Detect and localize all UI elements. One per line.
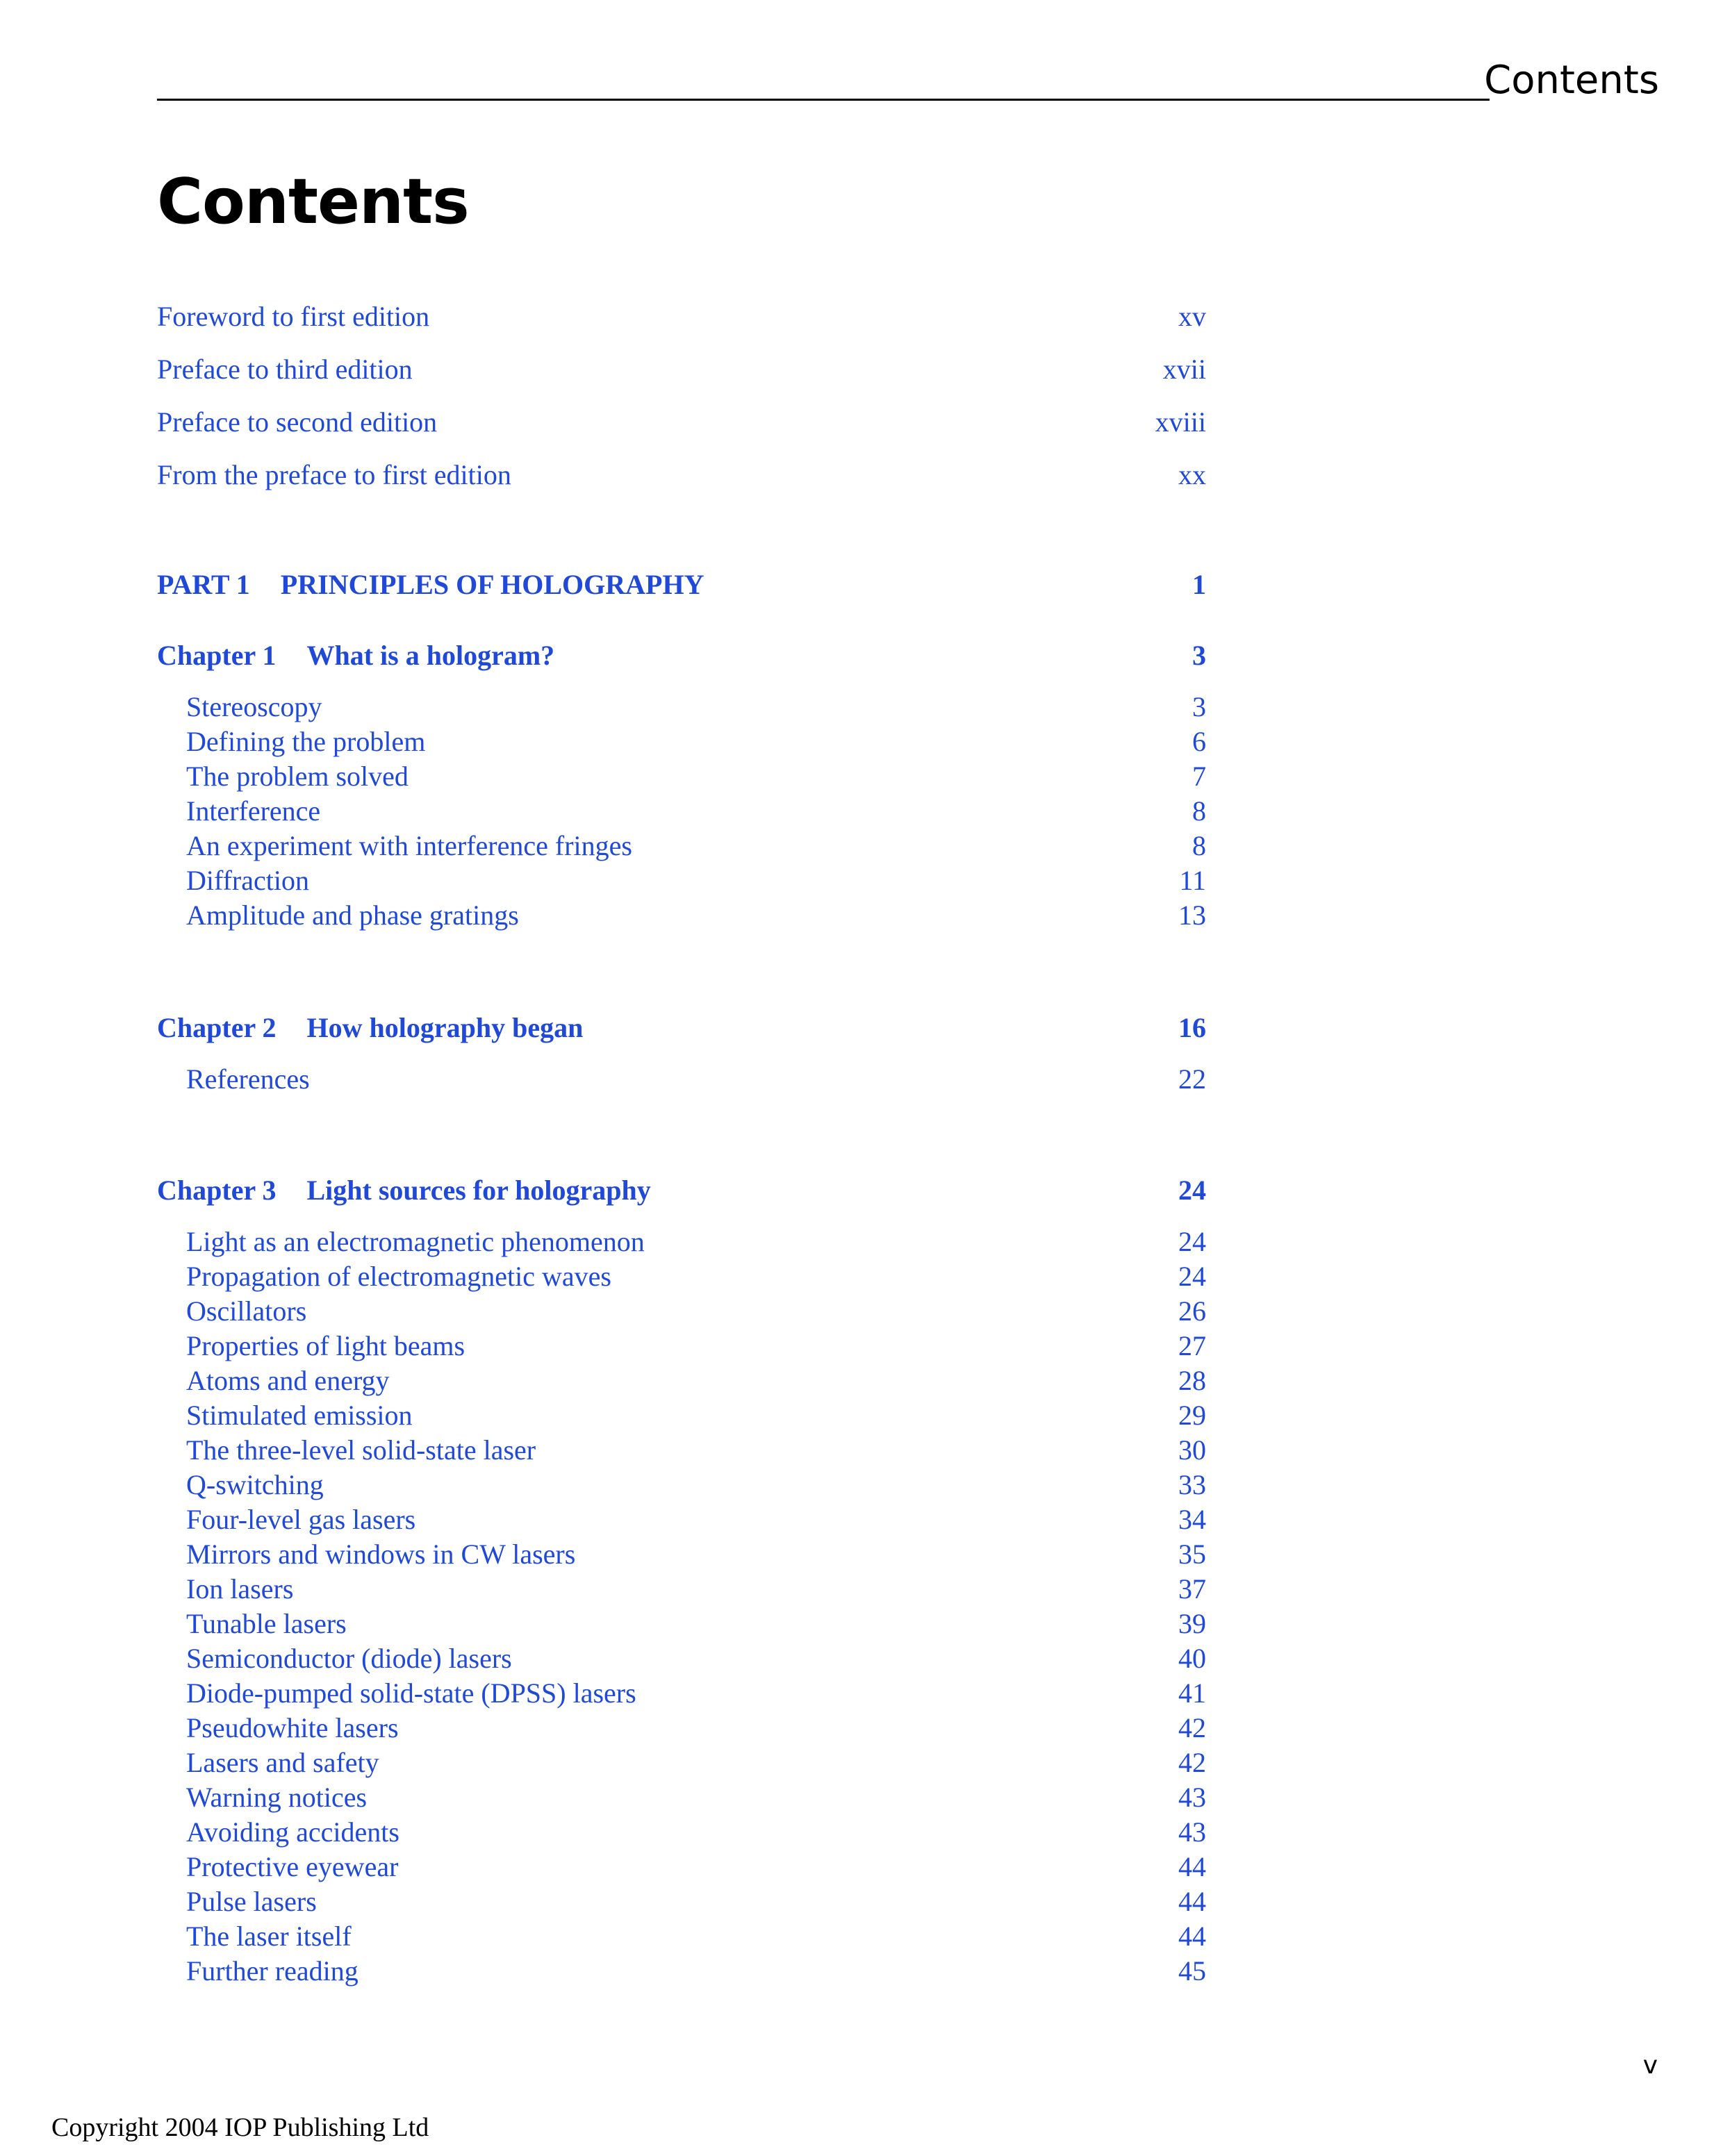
toc-section-page: 13 [1178,899,1206,931]
chapter-page: 16 [1178,1012,1206,1043]
toc-section-title: Ion lasers [186,1573,294,1604]
toc-section-title: Protective eyewear [186,1851,399,1882]
toc-section-page: 37 [1178,1573,1206,1604]
toc-section-page: 8 [1192,830,1206,861]
toc-section-title: Tunable lasers [186,1608,347,1639]
copyright-notice: Copyright 2004 IOP Publishing Ltd [51,2113,429,2142]
chapter-title: What is a hologram? [306,640,555,671]
toc-entry-title: Foreword to first edition [157,301,430,332]
toc-section-page: 22 [1178,1063,1206,1095]
toc-section-title: Further reading [186,1955,358,1987]
toc-section-page: 3 [1192,691,1206,722]
toc-entry-title: Preface to second edition [157,406,438,438]
toc-section-page: 24 [1178,1226,1206,1257]
running-head: Contents [1484,58,1659,103]
toc-section-title: Pulse lasers [186,1886,317,1917]
toc-section-page: 11 [1179,865,1206,896]
toc-section-title: The three-level solid-state laser [186,1434,536,1466]
toc-section-title: References [186,1063,310,1095]
part-label: PART 1 [157,569,250,600]
toc-section-page: 44 [1178,1851,1206,1882]
toc-section-title: An experiment with interference fringes [186,830,632,861]
toc-section-page: 45 [1178,1955,1206,1987]
toc-section-page: 8 [1192,795,1206,827]
toc-section-title: Avoiding accidents [186,1816,399,1848]
toc-section-page: 40 [1178,1643,1206,1674]
toc-entry-title: Preface to third edition [157,354,413,385]
toc-section-title: Four-level gas lasers [186,1504,416,1535]
toc-section-title: The problem solved [186,761,409,792]
toc-section-page: 42 [1178,1747,1206,1778]
chapter-label: Chapter 3 [157,1175,277,1206]
toc-section-page: 44 [1178,1886,1206,1917]
toc-section-page: 44 [1178,1921,1206,1952]
toc-section-page: 39 [1178,1608,1206,1639]
toc-section-title: Stereoscopy [186,691,322,722]
toc-section-page: 6 [1192,726,1206,757]
toc-section-title: Oscillators [186,1295,307,1327]
toc-section-title: The laser itself [186,1921,352,1952]
toc-section-title: Pseudowhite lasers [186,1712,399,1743]
chapter-label: Chapter 2 [157,1012,277,1043]
toc-section-title: Warning notices [186,1782,368,1813]
toc-section-title: Properties of light beams [186,1330,465,1361]
toc-section-title: Mirrors and windows in CW lasers [186,1539,576,1570]
toc-entry-page: xx [1178,459,1206,490]
toc-section-page: 7 [1192,761,1206,792]
toc-section-title: Q-switching [186,1469,324,1500]
part-title: PRINCIPLES OF HOLOGRAPHY [280,569,704,600]
chapter-title: How holography began [306,1012,584,1043]
toc-section-page: 28 [1178,1365,1206,1396]
toc-section-page: 27 [1178,1330,1206,1361]
toc-section-title: Light as an electromagnetic phenomenon [186,1226,645,1257]
chapter-page: 24 [1178,1175,1206,1206]
page-number: v [1642,2051,1658,2080]
running-head-rule [157,99,1490,101]
toc-section-title: Diffraction [186,865,309,896]
toc-section-title: Semiconductor (diode) lasers [186,1643,512,1674]
chapter-label: Chapter 1 [157,640,277,671]
toc-section-title: Diode-pumped solid-state (DPSS) lasers [186,1677,636,1709]
toc-section-page: 33 [1178,1469,1206,1500]
toc-section-page: 43 [1178,1782,1206,1813]
toc-section-title: Interference [186,795,321,827]
toc-section-title: Stimulated emission [186,1400,413,1431]
toc-section-title: Amplitude and phase gratings [186,899,519,931]
toc-entry-page: xv [1178,301,1206,332]
toc-section-title: Defining the problem [186,726,426,757]
toc-section-page: 29 [1178,1400,1206,1431]
toc-section-page: 34 [1178,1504,1206,1535]
part-page: 1 [1192,569,1206,600]
toc-section-page: 30 [1178,1434,1206,1466]
toc-entry-page: xvii [1162,354,1206,385]
page-title: Contents [157,165,469,238]
toc-section-title: Lasers and safety [186,1747,379,1778]
toc-section-page: 41 [1178,1677,1206,1709]
toc-section-page: 24 [1178,1261,1206,1292]
chapter-title: Light sources for holography [306,1175,651,1206]
chapter-page: 3 [1192,640,1206,671]
toc-section-page: 43 [1178,1816,1206,1848]
toc-section-page: 42 [1178,1712,1206,1743]
toc-entry-title: From the preface to first edition [157,459,511,490]
toc-section-page: 35 [1178,1539,1206,1570]
toc-entry-page: xviii [1155,406,1206,438]
toc-section-page: 26 [1178,1295,1206,1327]
toc-section-title: Atoms and energy [186,1365,390,1396]
toc-section-title: Propagation of electromagnetic waves [186,1261,611,1292]
